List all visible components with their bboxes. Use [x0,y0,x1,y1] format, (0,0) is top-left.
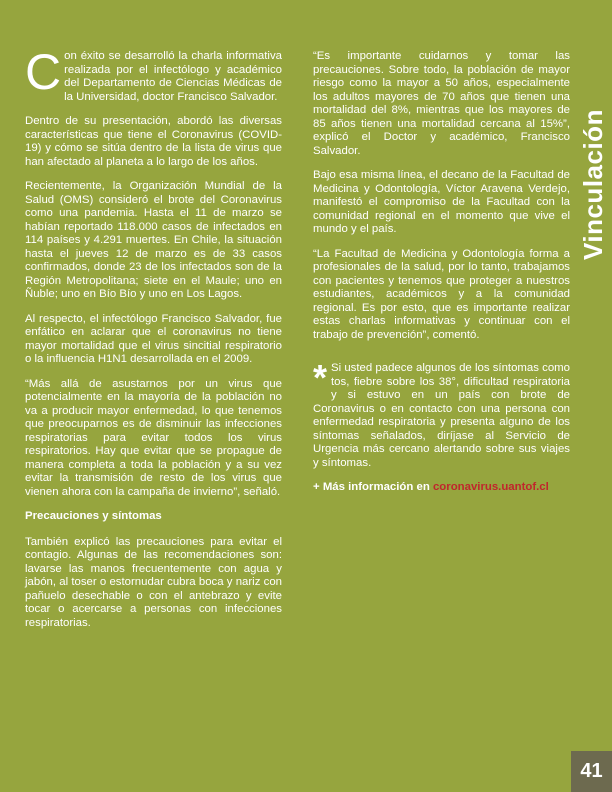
paragraph-dean: Bajo esa misma línea, el decano de la Facultad de Medicina y Odontología, Víctor Aravena Verdejo, manifestó el compromiso de la Facultad con la comunidad regional en el momento que vive el mundo y el país. [313,169,570,235]
more-info-link[interactable]: coronavirus.uantof.cl [432,481,549,493]
paragraph-precautions: También explicó las precauciones para evitar el contagio. Algunas de las recomendaciones son: lavarse las manos frecuentemente con agua y jabón, al toser o estornudar cubra boca y nariz con pañuelo desechable o con el antebrazo y evite tocar o acercarse a personas con infecciones respiratorias. [25,535,282,629]
more-info [313,481,570,495]
asterisk-icon: * [313,357,328,398]
paragraph-quote: “Más allá de asustarnos por un virus que potencialmente en la mayoría de la población no va a producir mayor enfermedad, lo que tenemos que preocuparnos es de disminuir las infecciones respiratorias para evitar todos los virus respiratorios. Hay que evitar que se propague de manera completa a toda la población y a su vez evitar la transmisión de resto de los virus que vienen ahora con la campaña de invierno”, señaló. [25,377,282,498]
paragraph-presentation: Dentro de su presentación, abordó las diversas características que tiene el Coronavirus (COVID-19) y cómo se sitúa dentro de la lista de virus que han afectado al planeta a lo largo de los años. [25,115,282,168]
drop-cap: C [25,44,62,100]
symptoms-note-text: Si usted padece algunos de los síntomas como tos, fiebre sobre los 38°, dificultad respiratoria y si estuvo en un país con brote de Coronavirus o en contacto con una persona con enfermedad respiratoria y presenta alguno de los síntomas señalados, diríjase al Servicio de Urgencia más cercano alertando sobre sus viajes y síntomas. [313,362,570,469]
section-title: Vinculación [578,109,608,260]
more-info-label: + Más información en [313,481,430,493]
right-column [313,50,570,506]
intro-paragraph [25,44,282,104]
page-number: 41 [571,751,612,792]
paragraph-risk-quote: “Es importante cuidarnos y tomar las precauciones. Sobre todo, la población de mayor riesgo como la mayor a 50 años, especialmente los adultos mayores de 70 años que tienen una mortalidad del 8%, mientras que los mayores de 85 años tienen una mortalidad cercana al 15%”, explicó el Doctor y académico, Francisco Salvador. [313,50,570,157]
symptoms-note [313,357,570,470]
intro-text: on éxito se desarrolló la charla informativa realizada por el infectólogo y académico del Departamento de Ciencias Médicas de la Universidad, doctor Francisco Salvador. [64,50,282,103]
section-heading: Precauciones y síntomas [25,510,162,522]
left-column [25,44,282,641]
paragraph-faculty-quote: “La Facultad de Medicina y Odontología forma a profesionales de la salud, por lo tanto, trabajamos con pacientes y tenemos que proteger a nuestros estudiantes, académicos y a la comunidad regional. Es por esto, que es importante realizar estas charlas informativas y continuar con el trabajo de prevención”, comentó. [313,247,570,341]
paragraph-oms: Recientemente, la Organización Mundial de la Salud (OMS) consideró el brote del Coronavirus como una pandemia. Hasta el 11 de marzo se habían reportado 118.000 casos de infectados en 114 países y 4.291 muertes. En Chile, la situación hasta el jueves 12 de marzo es de 33 casos confirmados, donde 23 de los infectados son de la Región Metropolitana; siete en el Maule; uno en Ñuble; uno en Bío Bío y uno en Los Lagos. [25,180,282,300]
paragraph-mortality: Al respecto, el infectólogo Francisco Salvador, fue enfático en aclarar que el coronavirus no tiene mayor mortalidad que el virus sincitial respiratorio o la influencia H1N1 desarrollada en el 2009. [25,312,282,365]
